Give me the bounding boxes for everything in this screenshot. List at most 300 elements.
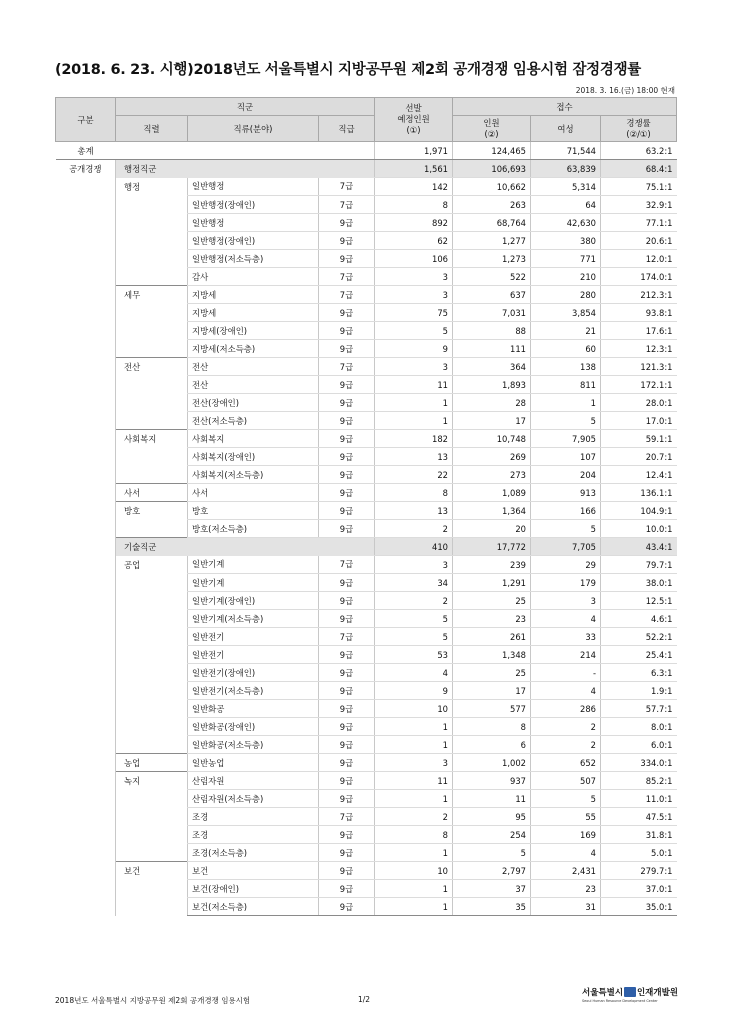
row-ratio: 10.0:1 [601,520,677,538]
row-field: 사회복지(저소득층) [188,466,319,484]
row-category-blank [56,898,116,916]
row-series [116,826,188,844]
competition-rate-table [55,97,677,916]
row-selected: 9 [375,682,453,700]
table-row [56,304,677,322]
table-row [56,232,677,250]
row-field: 보건 [188,862,319,880]
row-applicants: 37 [453,880,531,898]
row-women: 166 [531,502,601,520]
row-applicants: 261 [453,628,531,646]
row-field: 일반전기(저소득층) [188,682,319,700]
row-category-blank [56,808,116,826]
row-women: 107 [531,448,601,466]
row-ratio: 75.1:1 [601,178,677,196]
row-category-blank [56,700,116,718]
row-ratio: 12.0:1 [601,250,677,268]
row-women: - [531,664,601,682]
row-selected: 4 [375,664,453,682]
row-applicants: 17 [453,682,531,700]
row-applicants: 5 [453,844,531,862]
row-series [116,718,188,736]
row-women: 4 [531,610,601,628]
group-name: 기술직군 [116,538,375,556]
row-selected: 2 [375,808,453,826]
row-ratio: 31.8:1 [601,826,677,844]
row-grade: 9급 [319,718,375,736]
row-grade: 9급 [319,502,375,520]
row-ratio: 85.2:1 [601,772,677,790]
total-women: 71,544 [531,142,601,160]
table-row [56,754,677,772]
row-applicants: 1,893 [453,376,531,394]
row-applicants: 11 [453,790,531,808]
row-ratio: 121.3:1 [601,358,677,376]
row-series [116,808,188,826]
table-row [56,700,677,718]
table-row [56,466,677,484]
row-category-blank [56,862,116,880]
row-ratio: 172.1:1 [601,376,677,394]
table-row [56,412,677,430]
row-women: 4 [531,682,601,700]
row-selected: 11 [375,376,453,394]
header-gubun: 구분 [56,98,116,142]
row-field: 일반행정(장애인) [188,232,319,250]
org-logo [582,986,678,1008]
row-series [116,880,188,898]
table-row [56,286,677,304]
row-selected: 53 [375,646,453,664]
table-row [56,376,677,394]
row-field: 일반행정 [188,214,319,232]
row-selected: 3 [375,268,453,286]
row-ratio: 17.6:1 [601,322,677,340]
row-selected: 1 [375,898,453,916]
header-applicants-l1: 인원 [483,117,500,128]
row-women: 2 [531,736,601,754]
row-grade: 9급 [319,340,375,358]
row-ratio: 35.0:1 [601,898,677,916]
header-applicants-l2: (②) [484,128,499,139]
table-row [56,502,677,520]
row-category-blank [56,880,116,898]
row-ratio: 25.4:1 [601,646,677,664]
row-grade: 9급 [319,592,375,610]
row-category-blank [56,250,116,268]
table-row [56,682,677,700]
row-ratio: 77.1:1 [601,214,677,232]
row-grade: 7급 [319,358,375,376]
row-ratio: 12.5:1 [601,592,677,610]
row-women: 138 [531,358,601,376]
row-series [116,790,188,808]
table-row [56,340,677,358]
table-row [56,808,677,826]
row-women: 204 [531,466,601,484]
row-grade: 9급 [319,232,375,250]
row-ratio: 11.0:1 [601,790,677,808]
row-selected: 1 [375,412,453,430]
row-selected: 8 [375,196,453,214]
row-women: 23 [531,880,601,898]
row-grade: 7급 [319,286,375,304]
row-selected: 34 [375,574,453,592]
table-row [56,322,677,340]
row-category-blank [56,430,116,448]
header-selected-l2: 예정인원 [397,114,430,124]
row-applicants: 1,277 [453,232,531,250]
row-ratio: 104.9:1 [601,502,677,520]
row-ratio: 52.2:1 [601,628,677,646]
table-row [56,268,677,286]
table-row [56,214,677,232]
header-jikgun: 직군 [116,98,375,116]
row-grade: 9급 [319,520,375,538]
row-ratio: 174.0:1 [601,268,677,286]
table-row [56,880,677,898]
row-women: 507 [531,772,601,790]
row-series [116,664,188,682]
row-grade: 9급 [319,664,375,682]
row-category-blank [56,286,116,304]
row-series [116,574,188,592]
row-ratio: 59.1:1 [601,430,677,448]
row-category-blank [56,790,116,808]
row-grade: 9급 [319,214,375,232]
row-field: 일반행정(저소득층) [188,250,319,268]
row-category-blank [56,502,116,520]
row-ratio: 334.0:1 [601,754,677,772]
row-selected: 1 [375,880,453,898]
logo-english: Seoul Human Resource Development Center [582,999,658,1003]
row-grade: 9급 [319,304,375,322]
row-series: 방호 [116,502,188,520]
row-grade: 9급 [319,790,375,808]
row-series [116,646,188,664]
row-selected: 892 [375,214,453,232]
row-field: 지방세 [188,286,319,304]
row-field: 방호 [188,502,319,520]
header-jikryeol: 직렬 [116,116,188,142]
row-field: 일반기계 [188,556,319,574]
row-selected: 1 [375,790,453,808]
row-grade: 9급 [319,250,375,268]
total-applicants: 124,465 [453,142,531,160]
row-field: 일반행정(장애인) [188,196,319,214]
row-women: 214 [531,646,601,664]
table-row [56,574,677,592]
row-series [116,322,188,340]
row-series: 녹지 [116,772,188,790]
row-category-blank [56,394,116,412]
table-row [56,898,677,916]
row-field: 일반전기 [188,628,319,646]
row-series [116,304,188,322]
row-selected: 62 [375,232,453,250]
row-selected: 5 [375,610,453,628]
row-series [116,682,188,700]
row-applicants: 35 [453,898,531,916]
row-applicants: 7,031 [453,304,531,322]
row-selected: 10 [375,700,453,718]
row-field: 조경(저소득층) [188,844,319,862]
row-applicants: 273 [453,466,531,484]
row-series: 사회복지 [116,430,188,448]
category-blank [56,538,116,556]
row-series: 보건 [116,862,188,880]
row-applicants: 111 [453,340,531,358]
row-series: 농업 [116,754,188,772]
row-ratio: 136.1:1 [601,484,677,502]
table-row [56,520,677,538]
row-applicants: 10,662 [453,178,531,196]
row-women: 31 [531,898,601,916]
row-field: 일반기계(저소득층) [188,610,319,628]
row-grade: 9급 [319,772,375,790]
row-women: 33 [531,628,601,646]
logo-text-a: 서울특별시 [582,988,624,998]
row-women: 652 [531,754,601,772]
row-series: 공업 [116,556,188,574]
row-series [116,250,188,268]
row-applicants: 88 [453,322,531,340]
table-row [56,358,677,376]
row-series [116,376,188,394]
row-applicants: 6 [453,736,531,754]
row-applicants: 637 [453,286,531,304]
row-ratio: 4.6:1 [601,610,677,628]
logo-mark-icon [624,987,636,997]
table-body [56,142,677,916]
row-women: 3 [531,592,601,610]
row-field: 방호(저소득층) [188,520,319,538]
row-grade: 7급 [319,628,375,646]
table-row [56,628,677,646]
row-category-blank [56,718,116,736]
row-selected: 13 [375,502,453,520]
row-series: 세무 [116,286,188,304]
row-ratio: 1.9:1 [601,682,677,700]
row-field: 조경 [188,808,319,826]
table-row [56,646,677,664]
row-ratio: 12.4:1 [601,466,677,484]
header-selected-l1: 선발 [405,103,422,113]
row-field: 전산(저소득층) [188,412,319,430]
row-applicants: 28 [453,394,531,412]
row-selected: 10 [375,862,453,880]
row-field: 일반기계 [188,574,319,592]
table-row [56,592,677,610]
row-category-blank [56,664,116,682]
row-selected: 1 [375,736,453,754]
table-row [56,664,677,682]
row-selected: 5 [375,322,453,340]
group-women: 7,705 [531,538,601,556]
row-grade: 7급 [319,178,375,196]
table-row [56,790,677,808]
row-grade: 7급 [319,556,375,574]
row-women: 5,314 [531,178,601,196]
row-applicants: 95 [453,808,531,826]
group-ratio: 43.4:1 [601,538,677,556]
row-category-blank [56,682,116,700]
table-row [56,844,677,862]
row-ratio: 38.0:1 [601,574,677,592]
row-grade: 9급 [319,574,375,592]
row-selected: 182 [375,430,453,448]
row-grade: 9급 [319,682,375,700]
row-ratio: 79.7:1 [601,556,677,574]
row-category-blank [56,826,116,844]
row-selected: 142 [375,178,453,196]
row-series [116,628,188,646]
category-label: 공개경쟁 [69,163,102,174]
row-women: 7,905 [531,430,601,448]
row-field: 일반농업 [188,754,319,772]
row-applicants: 1,291 [453,574,531,592]
row-applicants: 364 [453,358,531,376]
row-women: 1 [531,394,601,412]
row-series [116,520,188,538]
row-category-blank [56,358,116,376]
row-applicants: 20 [453,520,531,538]
row-series [116,214,188,232]
row-grade: 9급 [319,898,375,916]
table-row [56,736,677,754]
row-field: 일반기계(장애인) [188,592,319,610]
group-applicants: 17,772 [453,538,531,556]
row-grade: 9급 [319,646,375,664]
row-field: 일반화공 [188,700,319,718]
row-grade: 9급 [319,394,375,412]
row-ratio: 20.6:1 [601,232,677,250]
row-category-blank [56,214,116,232]
row-field: 사서 [188,484,319,502]
row-category-blank [56,772,116,790]
row-series [116,448,188,466]
row-series [116,610,188,628]
row-ratio: 5.0:1 [601,844,677,862]
row-selected: 8 [375,484,453,502]
group-row [56,538,677,556]
header-selected-l3: (①) [406,125,421,135]
row-applicants: 1,348 [453,646,531,664]
row-ratio: 28.0:1 [601,394,677,412]
row-grade: 9급 [319,430,375,448]
row-category-blank [56,268,116,286]
row-applicants: 25 [453,592,531,610]
row-category-blank [56,322,116,340]
table-row [56,448,677,466]
row-selected: 5 [375,628,453,646]
row-field: 지방세(장애인) [188,322,319,340]
group-ratio: 68.4:1 [601,160,677,178]
row-ratio: 6.0:1 [601,736,677,754]
row-applicants: 577 [453,700,531,718]
row-women: 21 [531,322,601,340]
row-ratio: 47.5:1 [601,808,677,826]
row-women: 380 [531,232,601,250]
row-category-blank [56,844,116,862]
row-applicants: 937 [453,772,531,790]
row-ratio: 20.7:1 [601,448,677,466]
header-applicants [453,116,531,142]
row-applicants: 23 [453,610,531,628]
row-ratio: 17.0:1 [601,412,677,430]
header-jeopsu: 접수 [453,98,677,116]
row-selected: 9 [375,340,453,358]
row-applicants: 522 [453,268,531,286]
row-grade: 9급 [319,466,375,484]
group-selected: 410 [375,538,453,556]
row-grade: 9급 [319,412,375,430]
row-category-blank [56,592,116,610]
header-selected [375,98,453,142]
total-blank [116,142,375,160]
logo-text-b: 인재개발원 [636,988,678,998]
row-women: 179 [531,574,601,592]
row-selected: 1 [375,844,453,862]
row-ratio: 8.0:1 [601,718,677,736]
row-category-blank [56,556,116,574]
row-applicants: 263 [453,196,531,214]
header-ratio [601,116,677,142]
row-grade: 9급 [319,754,375,772]
row-series [116,466,188,484]
row-women: 55 [531,808,601,826]
row-series [116,340,188,358]
row-selected: 3 [375,556,453,574]
row-series [116,412,188,430]
row-field: 사회복지 [188,430,319,448]
row-applicants: 10,748 [453,430,531,448]
row-category-blank [56,610,116,628]
row-applicants: 2,797 [453,862,531,880]
row-series [116,898,188,916]
row-grade: 7급 [319,268,375,286]
row-grade: 7급 [319,196,375,214]
row-selected: 75 [375,304,453,322]
row-category-blank [56,448,116,466]
row-field: 지방세 [188,304,319,322]
row-series [116,592,188,610]
header-jikryu: 직류(분야) [188,116,319,142]
row-ratio: 37.0:1 [601,880,677,898]
row-category-blank [56,412,116,430]
row-series [116,736,188,754]
row-women: 4 [531,844,601,862]
row-grade: 9급 [319,448,375,466]
row-category-blank [56,466,116,484]
row-applicants: 17 [453,412,531,430]
table-row [56,718,677,736]
row-category-blank [56,232,116,250]
row-field: 조경 [188,826,319,844]
row-selected: 1 [375,718,453,736]
row-applicants: 25 [453,664,531,682]
row-series [116,196,188,214]
row-selected: 2 [375,592,453,610]
row-category-blank [56,340,116,358]
total-row [56,142,677,160]
table-row [56,394,677,412]
row-selected: 22 [375,466,453,484]
row-category-blank [56,304,116,322]
table-row [56,430,677,448]
row-women: 913 [531,484,601,502]
row-grade: 9급 [319,484,375,502]
